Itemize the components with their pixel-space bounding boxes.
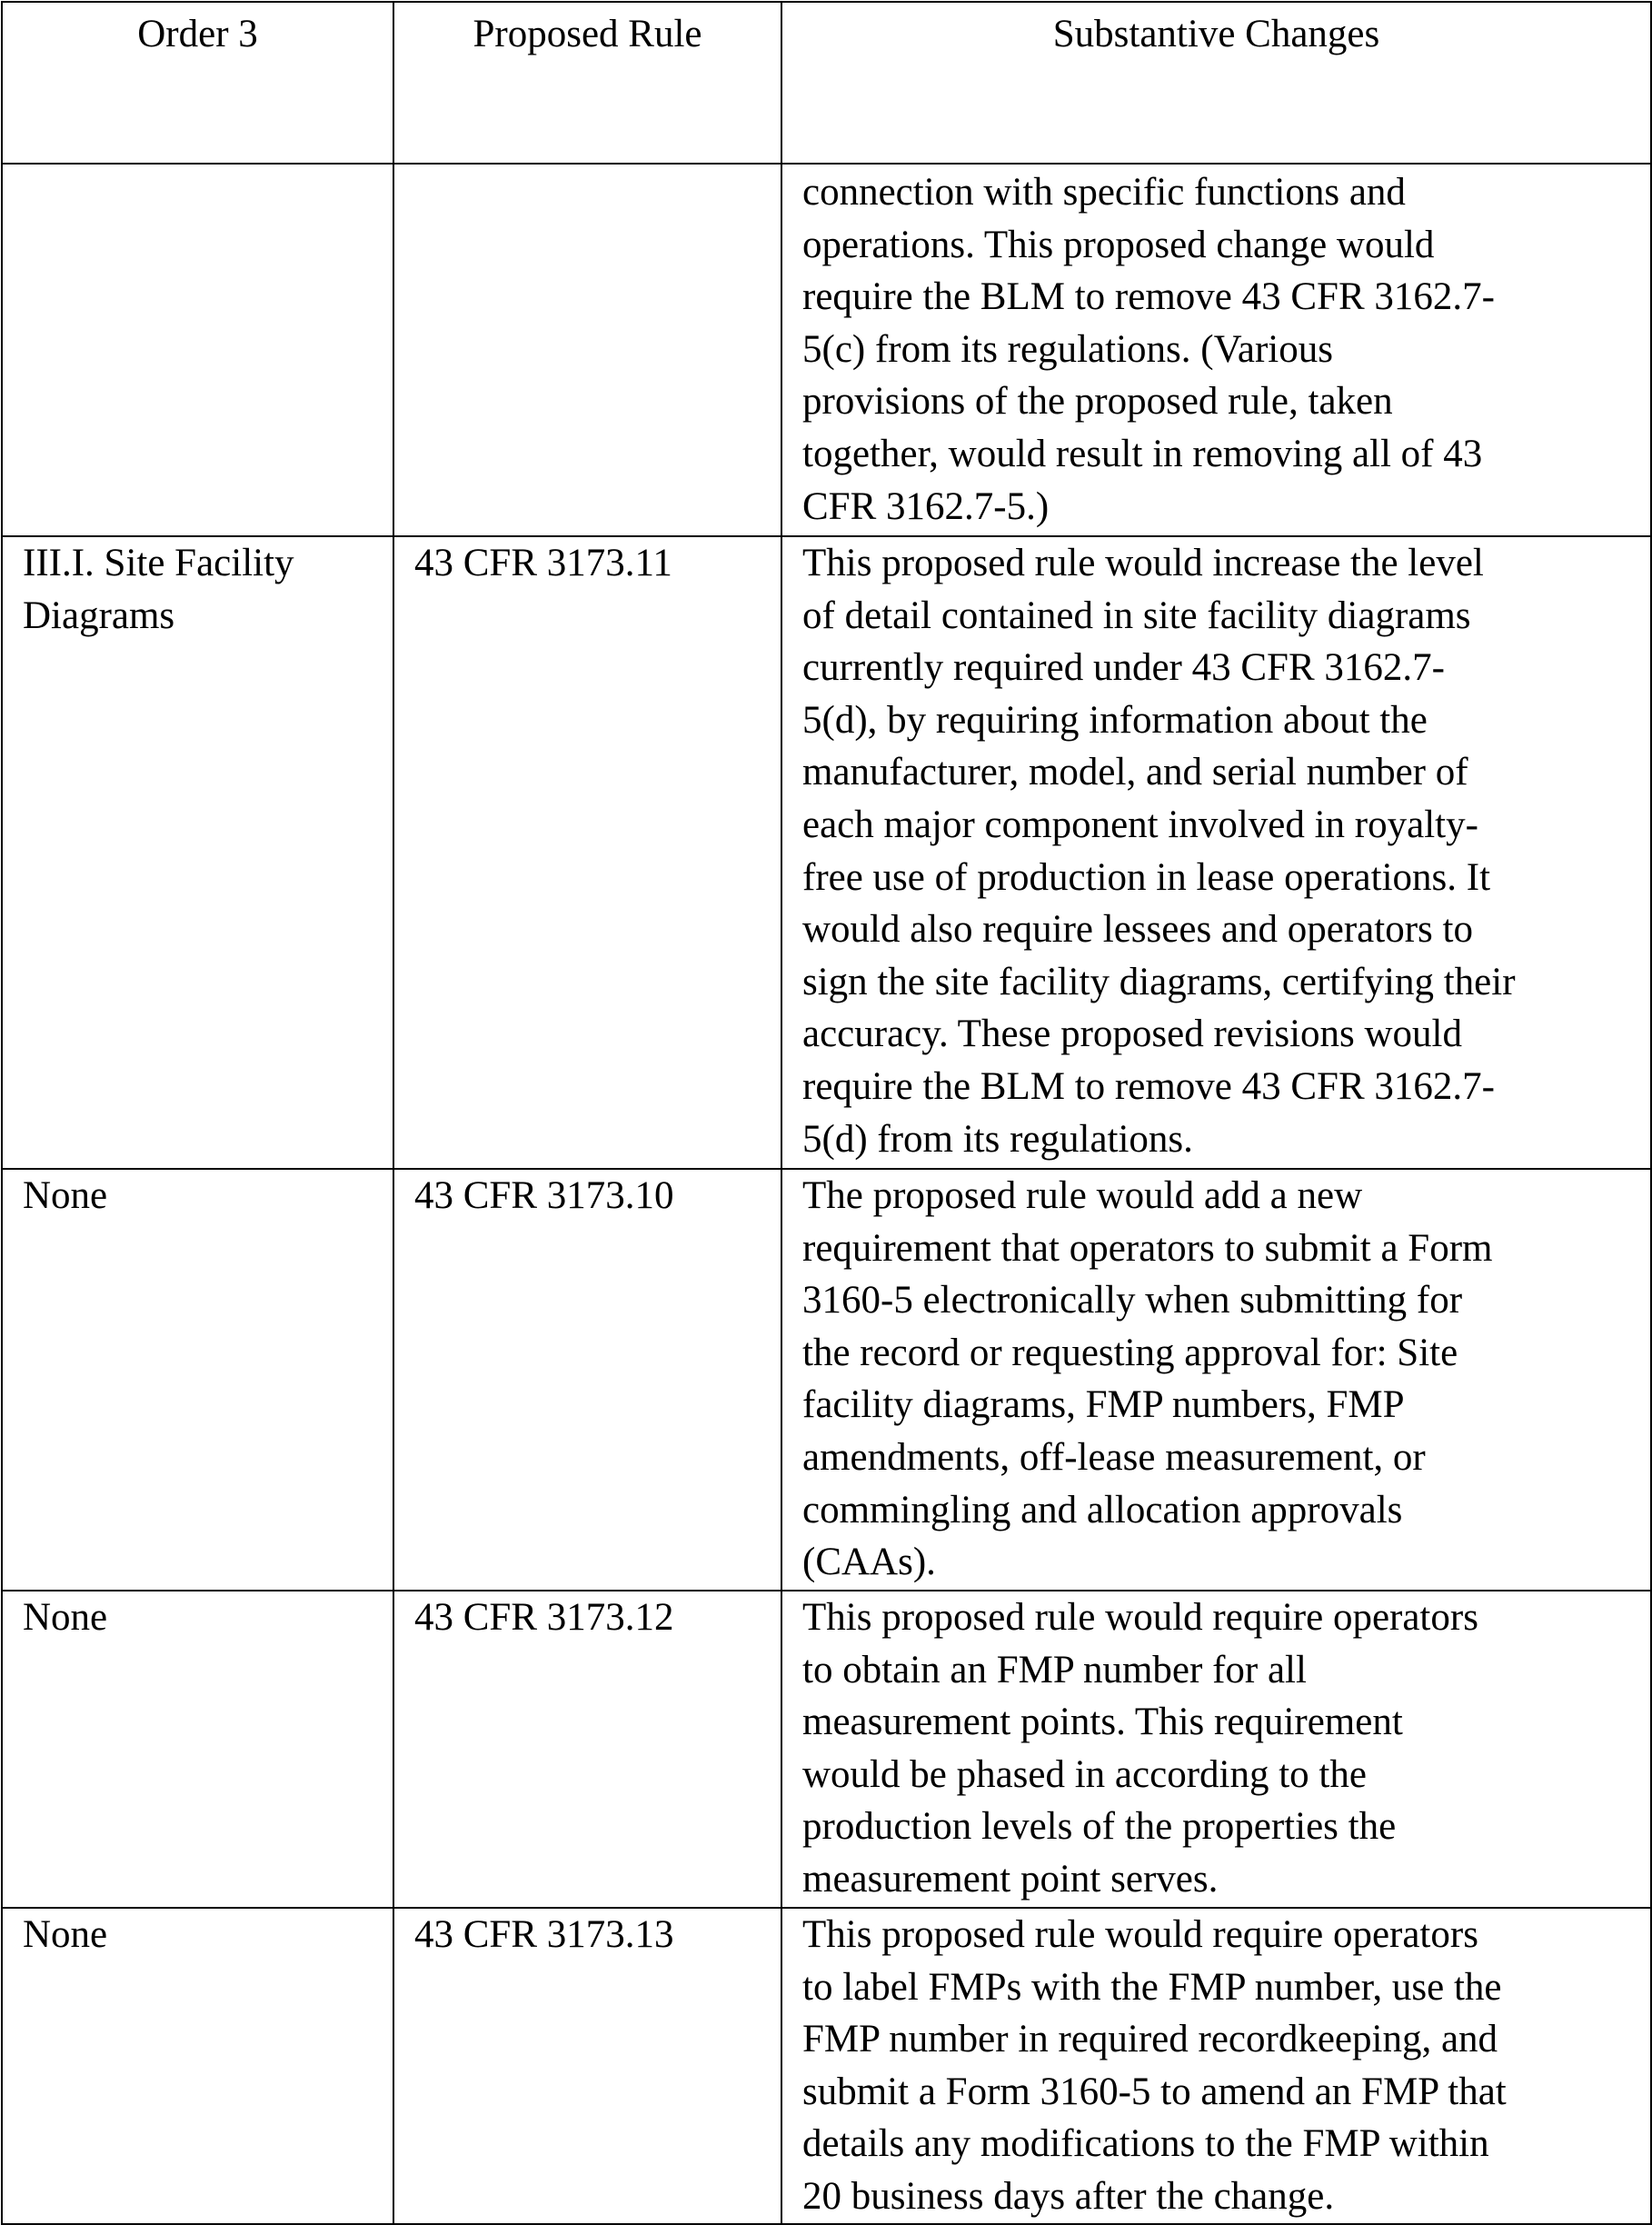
proposed-rule-cell: 43 CFR 3173.13 [393, 1908, 781, 2224]
header-proposed-rule: Proposed Rule [393, 2, 781, 164]
table-row [2, 1169, 1651, 1591]
proposed-rule-cell: 43 CFR 3173.10 [393, 1169, 781, 1591]
substantive-changes-cell: connection with specific functions and operations. This proposed change would require the BLM to remove 43 CFR 3162.7- 5(c) from its regulations. (Various provisions of the proposed rule, taken together, would result in removing all of 43 CFR 3162.7-5.) [781, 164, 1651, 536]
proposed-rule-cell: 43 CFR 3173.12 [393, 1591, 781, 1908]
table-row [2, 536, 1651, 1169]
proposed-rule-cell [393, 164, 781, 536]
substantive-changes-cell: The proposed rule would add a new requirement that operators to submit a Form 3160-5 electronically when submitting for the record or requesting approval for: Site facility diagrams, FMP numbers, FMP amendments, off-lease measurement, or commingling and allocation approvals (CAAs). [781, 1169, 1651, 1591]
table-row [2, 164, 1651, 536]
order-3-cell: None [2, 1908, 393, 2224]
table-row [2, 1591, 1651, 1908]
comparison-table [1, 1, 1652, 2225]
proposed-rule-cell: 43 CFR 3173.11 [393, 536, 781, 1169]
order-3-cell: None [2, 1169, 393, 1591]
table-header-row [2, 2, 1651, 164]
order-3-cell [2, 164, 393, 536]
header-substantive-changes: Substantive Changes [781, 2, 1651, 164]
substantive-changes-cell: This proposed rule would require operators to obtain an FMP number for all measurement points. This requirement would be phased in according to the production levels of the properties the measurement point serves. [781, 1591, 1651, 1908]
substantive-changes-cell: This proposed rule would require operators to label FMPs with the FMP number, use the FMP number in required recordkeeping, and submit a Form 3160-5 to amend an FMP that details any modifications to the FMP within 20 business days after the change. [781, 1908, 1651, 2224]
table-row [2, 1908, 1651, 2224]
header-order-3: Order 3 [2, 2, 393, 164]
order-3-cell: III.I. Site Facility Diagrams [2, 536, 393, 1169]
order-3-cell: None [2, 1591, 393, 1908]
substantive-changes-cell: This proposed rule would increase the level of detail contained in site facility diagrams currently required under 43 CFR 3162.7- 5(d), by requiring information about the manufacturer, model, and serial number of each major component involved in royalty- free use of production in lease operations. It would also require lessees and operators to sign the site facility diagrams, certifying their accuracy. These proposed revisions would require the BLM to remove 43 CFR 3162.7- 5(d) from its regulations. [781, 536, 1651, 1169]
